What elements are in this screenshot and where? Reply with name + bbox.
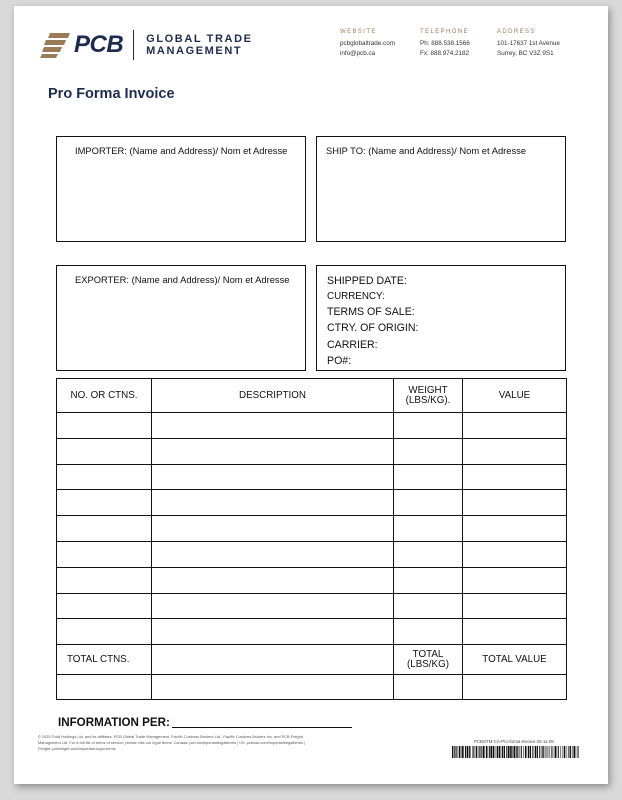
contact-website [340, 27, 395, 59]
barcode-bar [535, 746, 537, 758]
weight-cell[interactable] [394, 593, 463, 619]
barcode-bar [499, 746, 501, 758]
barcode-bar [517, 746, 518, 758]
barcode-bar [550, 746, 551, 758]
barcode-bar [560, 746, 561, 758]
exporter-field[interactable] [56, 265, 306, 371]
pcb-stripes-icon [40, 31, 70, 59]
logo-pcb-text: PCB [74, 31, 124, 58]
table-row [57, 593, 567, 619]
cartons-cell[interactable] [57, 619, 152, 645]
contact-telephone [420, 27, 470, 59]
barcode-bar [539, 746, 540, 758]
barcode-bar [543, 746, 544, 758]
barcode-bar [489, 746, 490, 758]
barcode-bar [530, 746, 531, 758]
barcode-bar [510, 746, 512, 758]
barcode-bar [558, 746, 559, 758]
value-cell[interactable] [463, 541, 567, 567]
telephone-fax: Fx: 888.974.2182 [420, 50, 470, 57]
barcode-bar [570, 746, 571, 758]
barcode-bar [525, 746, 527, 758]
weight-cell[interactable] [394, 490, 463, 516]
logo-divider [133, 30, 134, 60]
total-value-label: TOTAL VALUE [463, 645, 567, 675]
barcode-bar [564, 746, 566, 758]
barcode-bar [546, 746, 547, 758]
cartons-cell[interactable] [57, 593, 152, 619]
weight-cell[interactable] [394, 413, 463, 439]
legal-footer [38, 734, 382, 752]
telephone-heading: TELEPHONE [420, 29, 469, 35]
country-of-origin-label: CTRY. OF ORIGIN: [327, 322, 419, 335]
telephone-phone: Ph: 888.538.1566 [420, 40, 470, 47]
barcode-bar [461, 746, 462, 758]
table-row [57, 464, 567, 490]
header-value: VALUE [463, 379, 567, 413]
description-cell[interactable] [152, 438, 394, 464]
legal-line2: Management Ltd. For a full list of terms of service, please visit our legal terms: Canada: pcb.ca/importantlegalterms | US: pcbusa.com/importantlegalterms | [38, 740, 306, 745]
total-weight-line2: (LBS/KG) [407, 658, 449, 670]
value-cell[interactable] [463, 490, 567, 516]
barcode-bar [454, 746, 455, 758]
company-name-line1: GLOBAL TRADE [146, 33, 253, 45]
barcode-icon [452, 746, 580, 758]
barcode-bar [572, 746, 573, 758]
barcode-bar [479, 746, 480, 758]
website-url[interactable]: pcbglobaltrade.com [340, 40, 395, 47]
header-weight-line1: WEIGHT [408, 384, 448, 396]
description-cell[interactable] [152, 413, 394, 439]
address-city: Surrey, BC V3Z 9S1 [497, 50, 554, 57]
weight-cell[interactable] [394, 619, 463, 645]
table-row [57, 541, 567, 567]
contact-address [497, 27, 560, 59]
weight-cell[interactable] [394, 464, 463, 490]
weight-cell[interactable] [394, 438, 463, 464]
barcode-bar [574, 746, 576, 758]
ship-to-label: SHIP TO: (Name and Address)/ Nom et Adresse [326, 145, 527, 156]
legal-line1: © 2025 Todd Holdings Ltd. and its affiliates. PCB Global Trade Management, Pacific Customs Brokers Ltd., Pacific Customs Brokers Inc. and PCB Freight [38, 734, 303, 739]
description-cell[interactable] [152, 541, 394, 567]
barcode-bar [502, 746, 504, 758]
value-cell[interactable] [463, 438, 567, 464]
address-heading: ADDRESS [497, 29, 536, 35]
barcode-bar [551, 746, 552, 758]
shipped-date-label: SHIPPED DATE: [327, 275, 407, 287]
barcode-bar [472, 746, 473, 758]
total-weight-label [394, 645, 463, 675]
barcode-bar [568, 746, 569, 758]
description-cell[interactable] [152, 593, 394, 619]
terms-of-sale-label: TERMS OF SALE: [327, 305, 415, 318]
barcode-bar [469, 746, 470, 758]
carrier-label: CARRIER: [327, 338, 378, 351]
importer-field[interactable] [56, 136, 306, 242]
line-items-table [56, 378, 567, 700]
totals-entry-row [57, 675, 567, 700]
invoice-page [14, 6, 608, 784]
description-cell[interactable] [152, 567, 394, 593]
barcode-bar [516, 746, 517, 758]
information-per-label: INFORMATION PER: [58, 716, 170, 729]
weight-cell[interactable] [394, 516, 463, 542]
description-cell[interactable] [152, 464, 394, 490]
total-value-input[interactable] [463, 675, 567, 700]
barcode-bar [480, 746, 481, 758]
barcode-bar [528, 746, 530, 758]
barcode-bar [490, 746, 492, 758]
barcode-bar [497, 746, 499, 758]
value-cell[interactable] [463, 516, 567, 542]
cartons-cell[interactable] [57, 541, 152, 567]
total-weight-line1: TOTAL [412, 648, 444, 660]
barcode-bar [542, 746, 543, 758]
barcode-bar [504, 746, 505, 758]
table-row [57, 490, 567, 516]
barcode-bar [473, 746, 474, 758]
cartons-cell[interactable] [57, 413, 152, 439]
po-number-label: PO#: [327, 355, 352, 368]
table-row [57, 619, 567, 645]
total-description-cell [152, 645, 394, 675]
value-cell[interactable] [463, 593, 567, 619]
header-weight-line2: (LBS/KG). [405, 394, 451, 406]
address-street: 101-17637 1st Avenue [497, 40, 560, 47]
currency-label: CURRENCY: [327, 290, 385, 302]
table-row [57, 567, 567, 593]
header-description: DESCRIPTION [152, 379, 394, 413]
barcode-bar [567, 746, 568, 758]
total-weight-input[interactable] [394, 675, 463, 700]
legal-line3: Freight: pcbfreight.com/important-legal-terms [38, 746, 116, 751]
table-header-row [57, 379, 567, 413]
barcode-bar [578, 746, 579, 758]
barcode-bar [547, 746, 548, 758]
barcode-bar [506, 746, 507, 758]
description-cell[interactable] [152, 516, 394, 542]
shipping-details-list [327, 273, 418, 370]
company-name [146, 33, 252, 57]
barcode-bar [486, 746, 488, 758]
value-cell[interactable] [463, 619, 567, 645]
barcode-bar [476, 746, 478, 758]
cartons-cell[interactable] [57, 490, 152, 516]
barcode-bar [508, 746, 510, 758]
description-cell[interactable] [152, 619, 394, 645]
barcode-bar [462, 746, 464, 758]
barcode-bar [576, 746, 577, 758]
shipping-details-box[interactable] [316, 265, 566, 371]
barcode-bar [465, 746, 466, 758]
barcode-bar [456, 746, 457, 758]
barcode-bar [459, 746, 461, 758]
weight-cell[interactable] [394, 541, 463, 567]
cartons-cell[interactable] [57, 567, 152, 593]
barcode-bar [554, 746, 555, 758]
table-row [57, 413, 567, 439]
company-logo [40, 30, 253, 60]
weight-cell[interactable] [394, 567, 463, 593]
table-row [57, 516, 567, 542]
barcode-bar [452, 746, 453, 758]
header-weight [394, 379, 463, 413]
barcode-bar [483, 746, 485, 758]
barcode-bar [555, 746, 557, 758]
value-cell[interactable] [463, 413, 567, 439]
barcode-bar [467, 746, 469, 758]
barcode-bar [481, 746, 482, 758]
value-cell[interactable] [463, 464, 567, 490]
total-description-input[interactable] [152, 675, 394, 700]
barcode-bar [532, 746, 533, 758]
barcode-bar [523, 746, 524, 758]
barcode-bar [512, 746, 513, 758]
total-cartons-input[interactable] [57, 675, 152, 700]
barcode-bar [537, 746, 538, 758]
exporter-label: EXPORTER: (Name and Address)/ Nom et Adresse [75, 274, 290, 285]
ship-to-field[interactable] [316, 136, 566, 242]
form-code: PCBGTM-CA-Pro-forma-Invoice-25-11-05 [474, 739, 554, 744]
header-cartons: NO. OR CTNS. [57, 379, 152, 413]
barcode-bar [513, 746, 515, 758]
cartons-cell[interactable] [57, 438, 152, 464]
barcode-bar [470, 746, 471, 758]
page-title: Pro Forma Invoice [48, 86, 175, 102]
barcode-bar [548, 746, 549, 758]
barcode-bar [493, 746, 495, 758]
description-cell[interactable] [152, 490, 394, 516]
cartons-cell[interactable] [57, 516, 152, 542]
website-email[interactable]: info@pcb.ca [340, 50, 376, 57]
company-name-line2: MANAGEMENT [146, 45, 243, 57]
totals-row [57, 645, 567, 675]
barcode-bar [495, 746, 496, 758]
value-cell[interactable] [463, 567, 567, 593]
table-row [57, 438, 567, 464]
cartons-cell[interactable] [57, 464, 152, 490]
importer-label: IMPORTER: (Name and Address)/ Nom et Adresse [75, 145, 288, 156]
information-per-input[interactable] [172, 727, 352, 728]
barcode-bar [562, 746, 563, 758]
barcode-bar [521, 746, 522, 758]
barcode-bar [519, 746, 520, 758]
website-heading: WEBSITE [340, 29, 377, 35]
total-cartons-label: TOTAL CTNS. [57, 645, 152, 675]
barcode-bar [455, 746, 456, 758]
